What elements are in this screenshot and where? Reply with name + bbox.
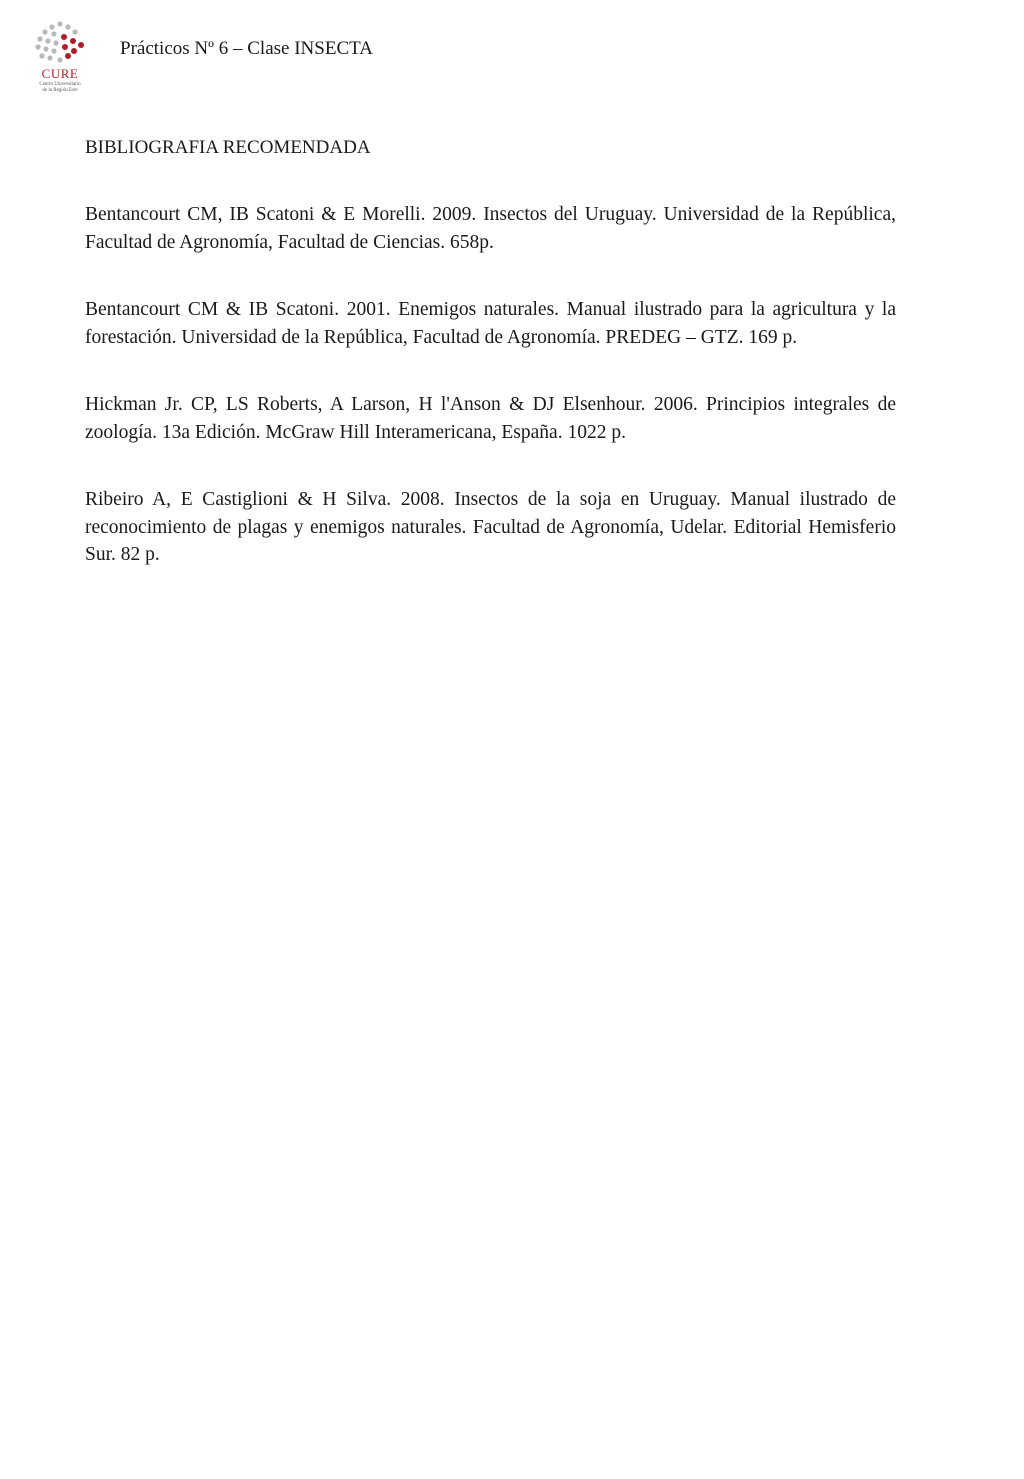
logo-subtitle-line1: Centro Universitario bbox=[39, 82, 81, 87]
cure-logo-dots-icon bbox=[30, 20, 90, 66]
document-body bbox=[85, 134, 896, 609]
reference-item: Bentancourt CM & IB Scatoni. 2001. Enemigos naturales. Manual ilustrado para la agricultura y la forestación. Universidad de la República, Facultad de Agronomía. PREDEG – GTZ. 169 p. bbox=[85, 299, 896, 348]
logo-subtitle-line2: de la Región Este bbox=[42, 88, 78, 93]
logo-wordmark: CURE bbox=[41, 66, 79, 81]
cure-logo bbox=[30, 20, 90, 96]
reference-item: Bentancourt CM, IB Scatoni & E Morelli. 2009. Insectos del Uruguay. Universidad de la República, Facultad de Agronomía, Facultad de Ciencias. 658p. bbox=[85, 204, 896, 253]
reference-item: Ribeiro A, E Castiglioni & H Silva. 2008. Insectos de la soja en Uruguay. Manual ilustrado de reconocimiento de plagas y enemigos naturales. Facultad de Agronomía, Udelar. Editorial Hemisferio Sur. 82 p. bbox=[85, 489, 896, 565]
reference-item: Hickman Jr. CP, LS Roberts, A Larson, H l'Anson & DJ Elsenhour. 2006. Principios integrales de zoología. 13a Edición. McGraw Hill Interamericana, España. 1022 p. bbox=[85, 394, 896, 443]
section-heading: BIBLIOGRAFIA RECOMENDADA bbox=[85, 137, 371, 158]
page-header-title: Prácticos Nº 6 – Clase INSECTA bbox=[120, 38, 373, 59]
